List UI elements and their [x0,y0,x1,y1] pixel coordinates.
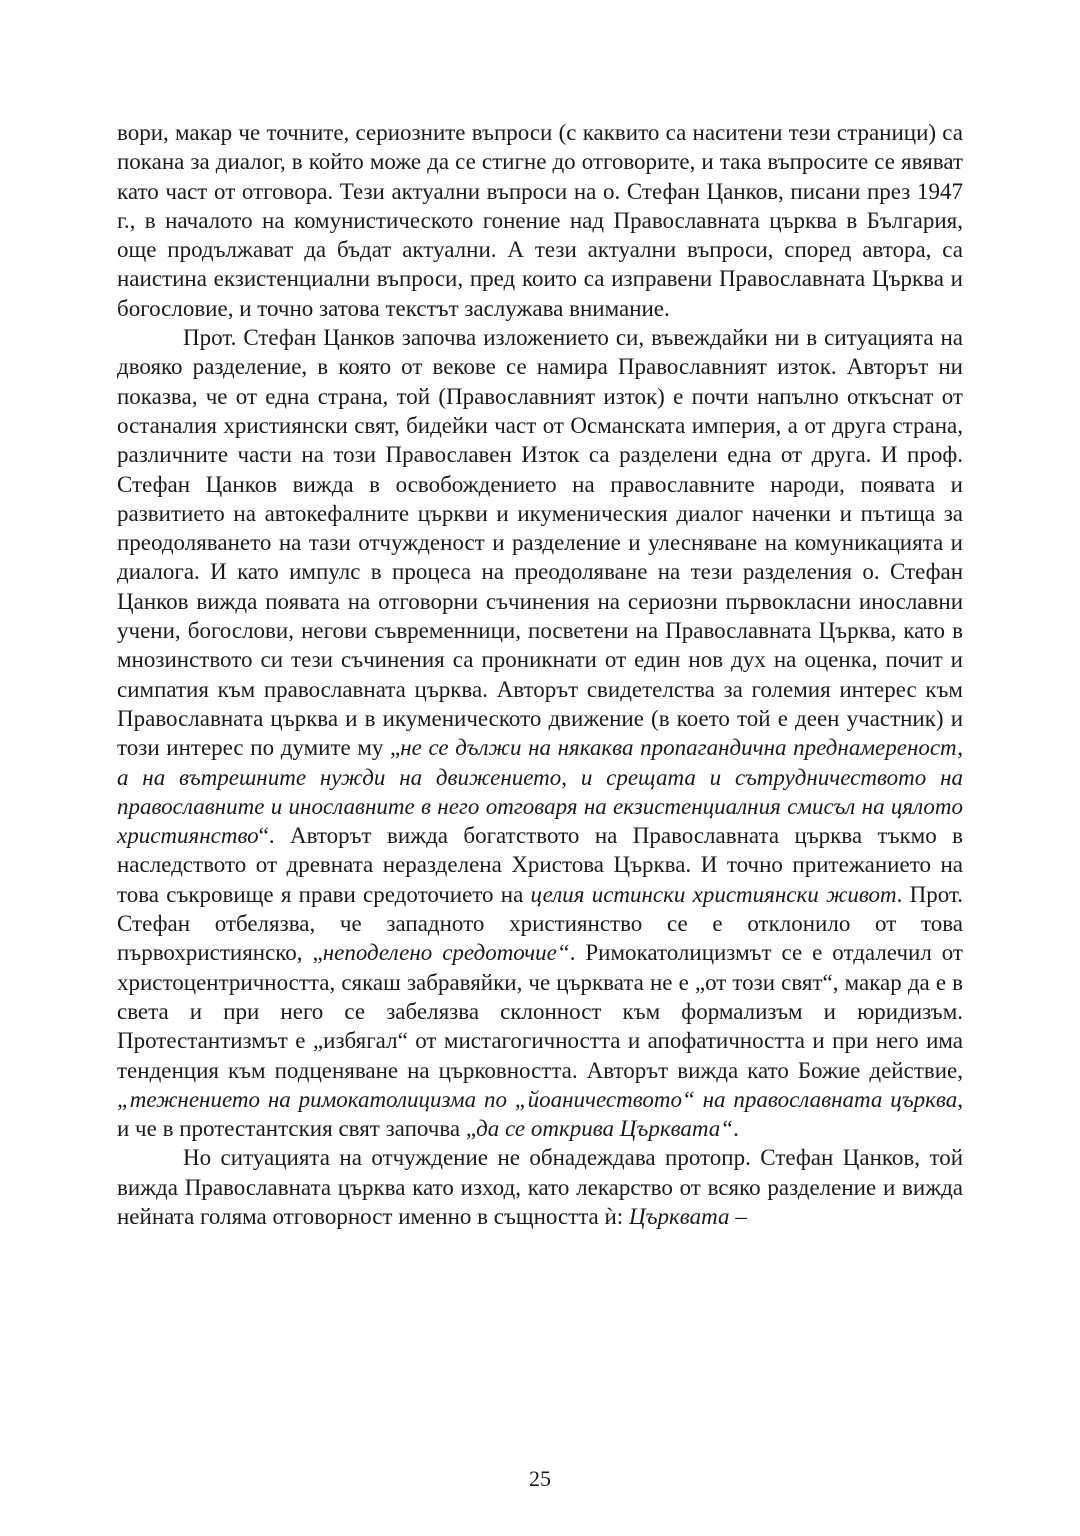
italic-segment: да се открива Църквата“ [476,1116,734,1142]
paragraph-1 [117,118,963,323]
italic-segment: целия истински християнски живот [530,881,897,907]
italic-segment: „тежнението на римокатолицизма по „йоаничеството“ на православната църква, [117,1086,963,1112]
document-page [117,118,963,1231]
text-segment: . Римокатолицизмът се е отдалечил от христоцентричността, сякаш забравяйки, че църквата не е „от този свят“, макар да е в света и при него се забелязва склонност към формализъм и юридизъм. Протестантизмът е „избягал“ от мистагогичността и апофатичността и при него има тенденция към подценяване на църковността. Авторът вижда като Божие действие, [117,940,963,1083]
text-segment: “. Авторът вижда богатството на Православната църква тъкмо в наследството от древната неразделена Христова Църква. И точно притежанието на това съкровище я прави средоточието на [117,823,963,907]
text-segment: вори, макар че точните, сериозните въпроси (с каквито са наситени тези страници) са покана за диалог, в който може да се стигне до отговорите, и така въпросите се явяват като част от отговора. Тези актуални въпроси на о. Стефан Цанков, писани през 1947 г., в началото на комунистическото гонение над Православната църква в България, още продължават да бъдат актуални. А тези актуални въпроси, според автора, са наистина екзистенциални въпроси, пред които са изправени Православната Църква и богословие, и точно затова текстът заслужава внимание. [117,120,963,321]
page-number: 25 [529,1466,551,1491]
text-segment: Прот. Стефан Цанков започва изложението си, въвеждайки ни в ситуацията на двояко разделение, в която от векове се намира Православният изток. Авторът ни показва, че от една страна, той (Православният изток) е почти напълно откъснат от останалия християнски свят, бидейки част от Османската империя, а от друга страна, различните части на този Православен Изток са разделени една от друга. И проф. Стефан Цанков вижда в освобождението на православните народи, появата и развитието на автокефалните църкви и икуменическия диалог наченки и пътища за преодоляването на тази отчужденост и разделение и улесняване на комуникацията и диалога. И като импулс в процеса на преодоляване на тези разделения о. Стефан Цанков вижда появата на отговорни съчинения на сериозни първокласни инославни учени, богослови, негови съвременници, посветени на Православната Църква, като в мнозинството си тези съчинения са проникнати от един нов дух на оценка, почит и симпатия към православната църква. Авторът свидетелства за големия интерес към Православната църква и в икуменическото движение (в което той е деен участник) и този интерес по думите му „ [117,325,963,761]
paragraph-3 [117,1143,963,1231]
paragraph-2 [117,323,963,1143]
text-segment: . [733,1116,739,1142]
italic-segment: не се дължи на някаква пропагандична преднамереност, а на вътрешните нужди на движението, и срещата и сътрудничеството на православните и инославните в него отговаря на екзистенциалния смисъл на цялото християнство [117,735,963,849]
italic-segment: Църквата – [628,1203,747,1229]
text-segment: и че в протестантския свят започва „ [117,1116,477,1142]
text-segment: . Прот. Стефан отбелязва, че западното християнство се е отклонило от това първохристиянско, „ [117,881,964,966]
italic-segment: неподелено средоточие“ [322,940,570,966]
text-segment: Но ситуацията на отчуждение не обнадеждава протопр. Стефан Цанков, той вижда Православната църква като изход, като лекарство от всяко разделение и вижда нейната голяма отговорност именно в същността ѝ: [117,1145,963,1229]
